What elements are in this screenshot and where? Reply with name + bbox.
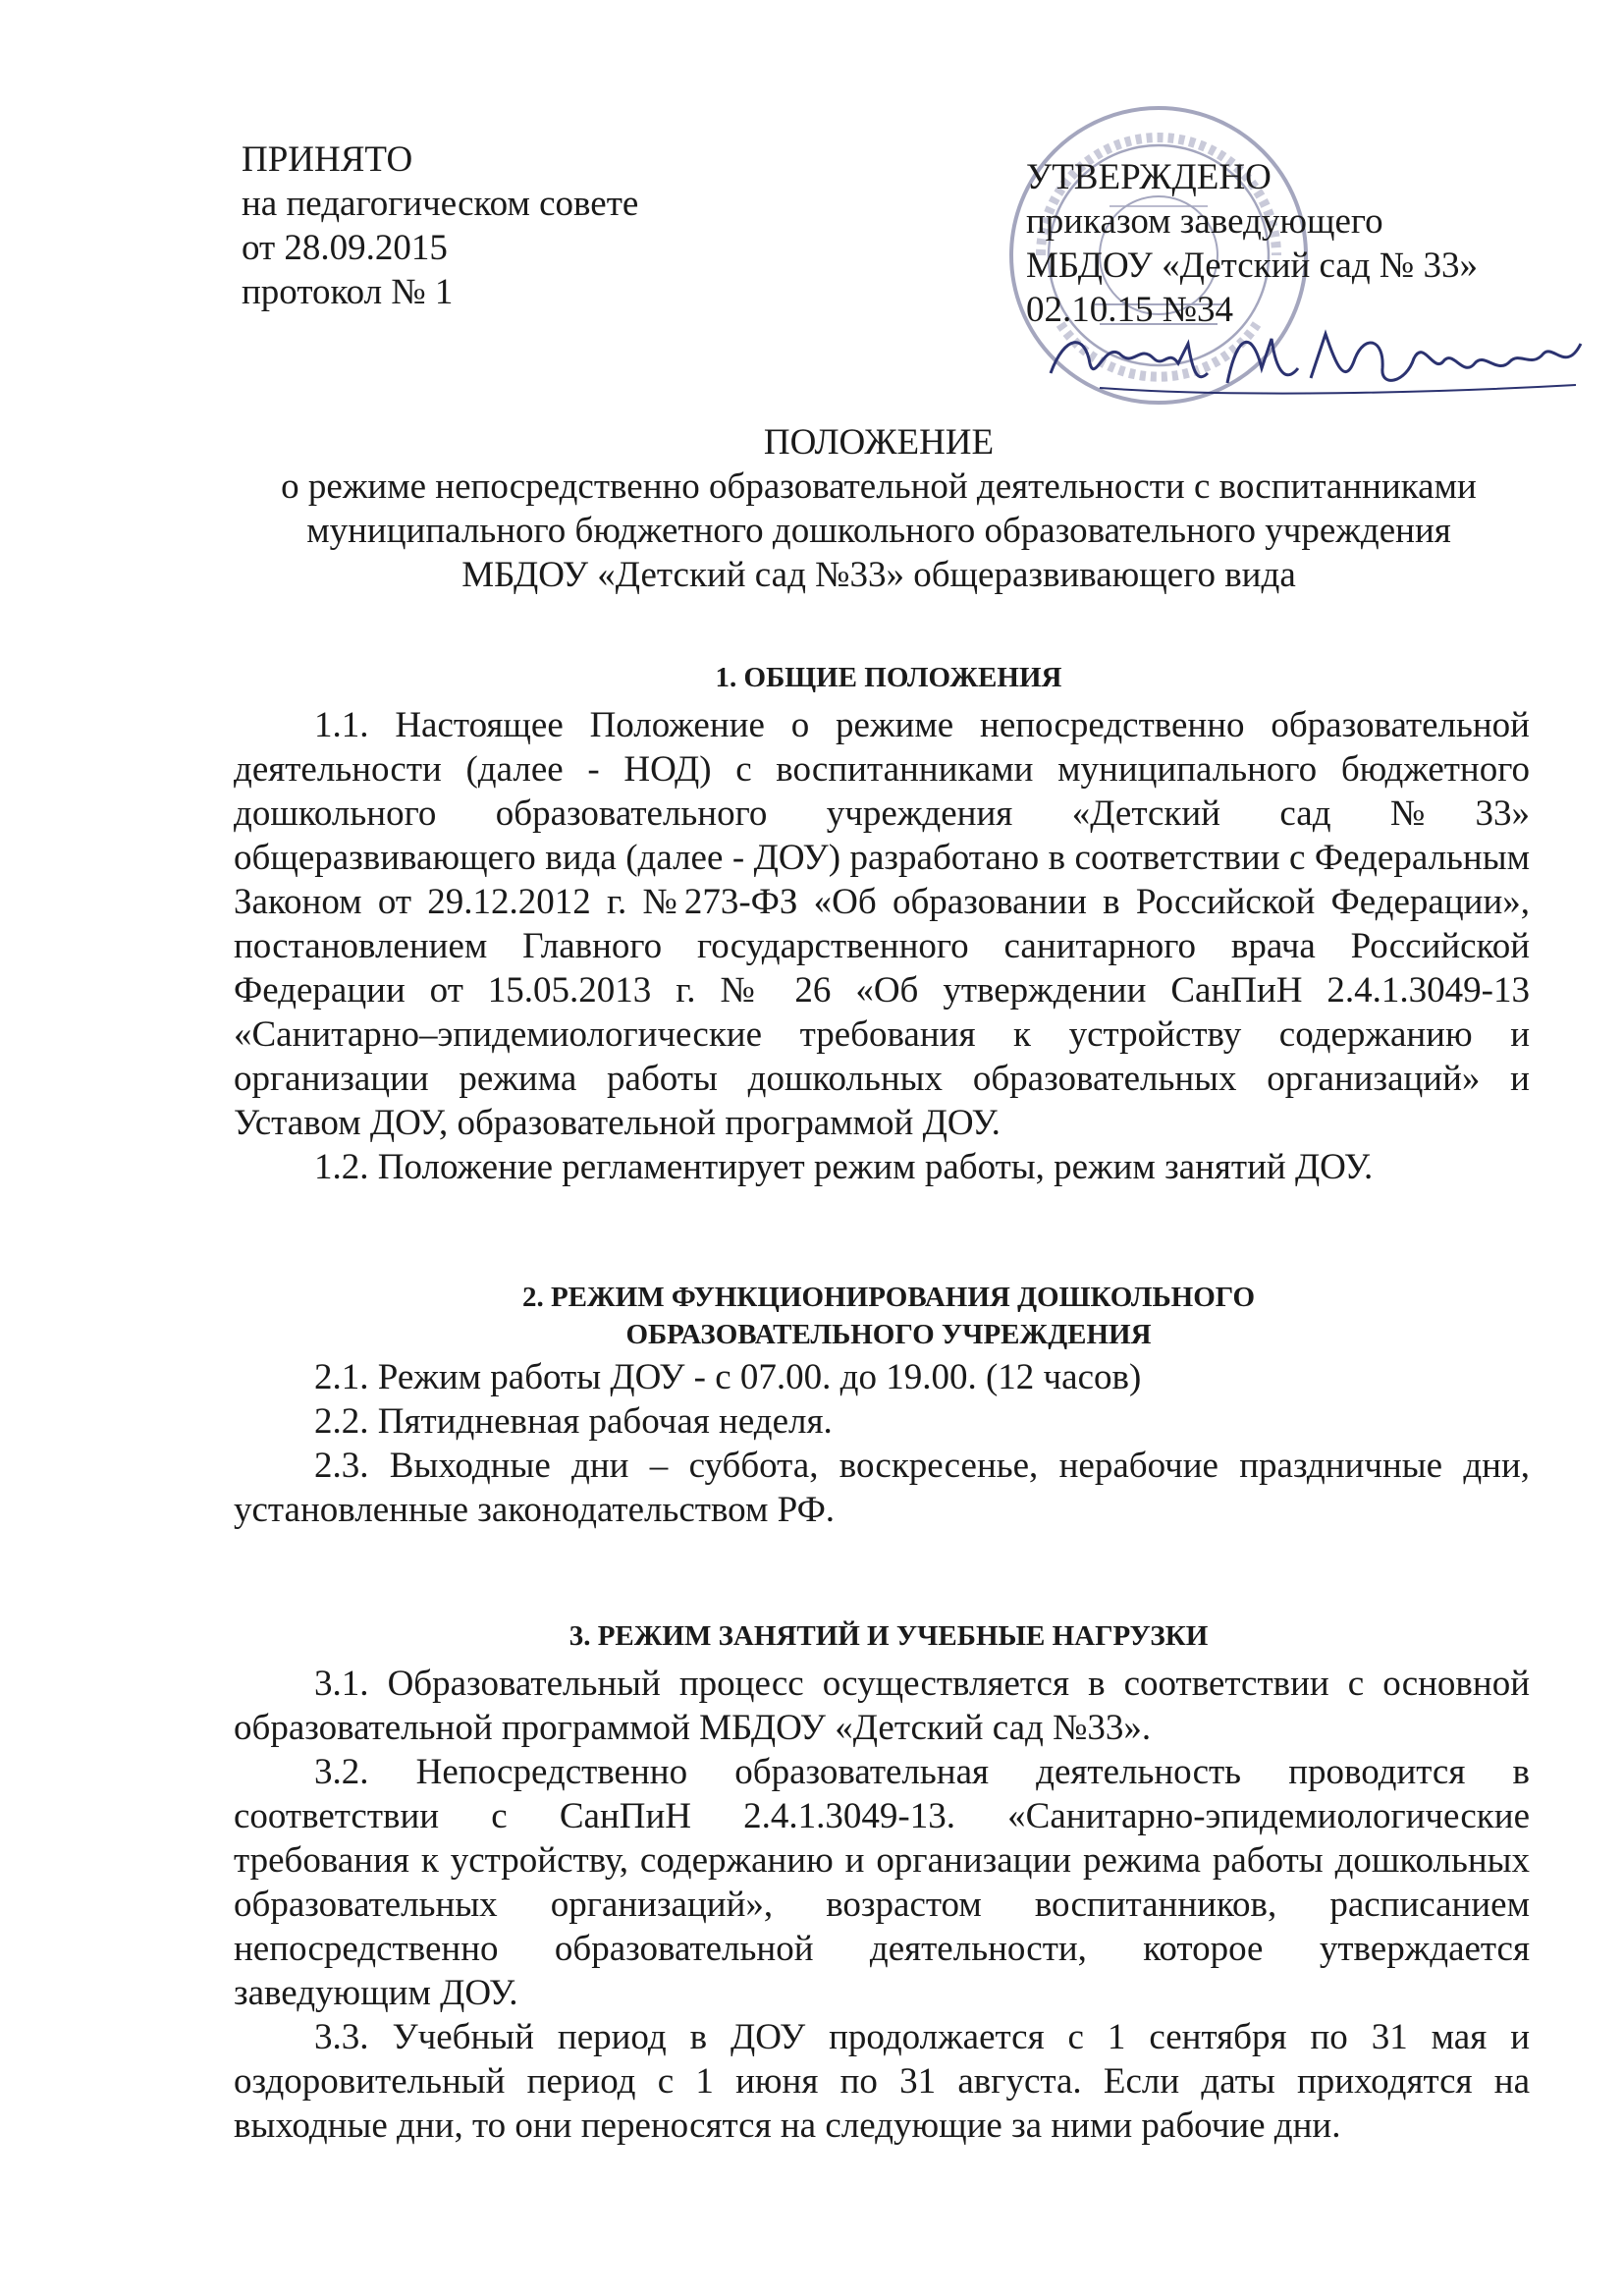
approved-label: УТВЕРЖДЕНО: [1026, 157, 1272, 197]
section-1-heading: 1. ОБЩИЕ ПОЛОЖЕНИЯ: [715, 662, 1062, 693]
paragraph-2-1: 2.1. Режим работы ДОУ - с 07.00. до 19.00. (12 часов): [314, 1357, 1142, 1397]
document-subtitle-line-1: о режиме непосредственно образовательной деятельности с воспитанниками: [281, 466, 1477, 507]
paragraph-1-2: 1.2. Положение регламентирует режим работы, режим занятий ДОУ.: [314, 1147, 1374, 1187]
document-subtitle-line-3: МБДОУ «Детский сад №33» общеразвивающего вида: [461, 555, 1296, 595]
approved-body: приказом заведующего: [1026, 201, 1383, 242]
approved-organization: МБДОУ «Детский сад № 33»: [1026, 246, 1478, 286]
paragraph-3-2: 3.2. Непосредственно образовательная деятельность проводится в соответствии с СанПиН 2.4.1.3049-13. «Санитарно-эпидемиологические требования к устройству, содержанию и организации режима работы дошкольных образовательных организаций», возрастом воспитанников, расписанием непосредственно образовательной деятельности, которое утверждается заведующим ДОУ.: [234, 1752, 1530, 2013]
accepted-body: на педагогическом совете: [242, 184, 639, 224]
accepted-label: ПРИНЯТО: [242, 139, 413, 180]
section-2-heading-line-2: ОБРАЗОВАТЕЛЬНОГО УЧРЕЖДЕНИЯ: [625, 1319, 1152, 1350]
section-1-body: [234, 703, 1530, 1189]
accepted-block: [242, 137, 638, 314]
approved-order: 02.10.15 №34: [1026, 290, 1234, 330]
section-3-body: [234, 1662, 1530, 2148]
section-3-heading: 3. РЕЖИМ ЗАНЯТИЙ И УЧЕБНЫЕ НАГРУЗКИ: [568, 1620, 1209, 1652]
accepted-date: от 28.09.2015: [242, 228, 448, 268]
handwritten-signature: [1041, 314, 1591, 403]
section-2-heading-line-1: 2. РЕЖИМ ФУНКЦИОНИРОВАНИЯ ДОШКОЛЬНОГО: [521, 1282, 1256, 1313]
section-2-body: [234, 1355, 1530, 1532]
approved-block: [1026, 155, 1478, 332]
section-2-heading: [236, 1279, 1542, 1353]
paragraph-2-2: 2.2. Пятидневная рабочая неделя.: [314, 1401, 833, 1442]
paragraph-3-1: 3.1. Образовательный процесс осуществляется в соответствии с основной образовательной программой МБДОУ «Детский сад №33».: [234, 1664, 1530, 1748]
accepted-protocol: протокол № 1: [242, 272, 454, 312]
paragraph-3-3: 3.3. Учебный период в ДОУ продолжается с 1 сентября по 31 мая и оздоровительный период с 1 июня по 31 августа. Если даты приходятся на выходные дни, то они переносятся на следующие за ними рабочие дни.: [234, 2017, 1530, 2146]
document-subtitle-line-2: муниципального бюджетного дошкольного образовательного учреждения: [306, 511, 1451, 551]
document-title: ПОЛОЖЕНИЕ: [763, 422, 995, 463]
paragraph-2-3: 2.3. Выходные дни – суббота, воскресенье, нерабочие праздничные дни, установленные законодательством РФ.: [234, 1446, 1530, 1530]
document-title-block: [226, 420, 1532, 597]
paragraph-1-1: 1.1. Настоящее Положение о режиме непосредственно образовательной деятельности (далее - НОД) с воспитанниками муниципального бюджетного дошкольного образовательного учреждения «Детский сад №33» общеразвивающего вида (далее - ДОУ) разработано в соответствии с Федеральным Законом от 29.12.2012 г. №273-ФЗ «Об образовании в Российской Федерации», постановлением Главного государственного санитарного врача Российской Федерации от 15.05.2013 г. № 26 «Об утверждении СанПиН 2.4.1.3049-13 «Санитарно–эпидемиологические требования к устройству содержанию и организации режима работы дошкольных образовательных организаций» и Уставом ДОУ, образовательной программой ДОУ.: [234, 705, 1530, 1143]
